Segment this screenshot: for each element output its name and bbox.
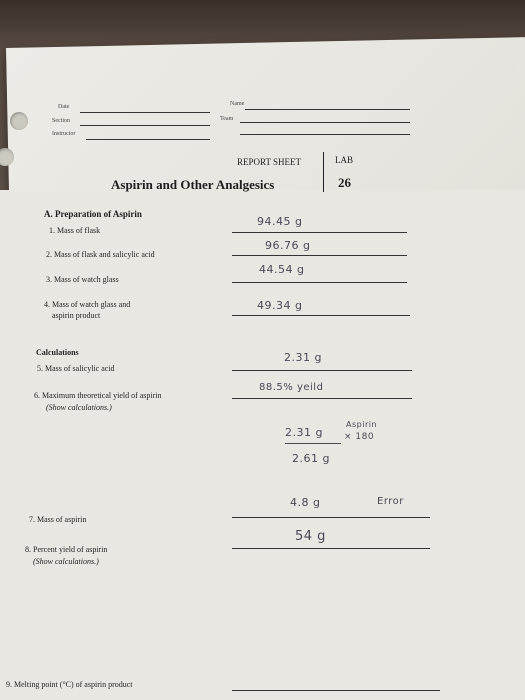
item5-answer: 2.31 g [284, 351, 322, 364]
instructor-line [86, 139, 210, 140]
calculations-heading: Calculations [36, 348, 79, 357]
date-label: Date [58, 104, 70, 110]
item7-line [232, 517, 430, 518]
item3-answer: 44.54 g [259, 263, 305, 276]
team-line [240, 122, 410, 123]
item5-line [232, 370, 412, 371]
item3-line [232, 282, 407, 283]
report-title: Aspirin and Other Analgesics [111, 177, 275, 192]
item6-work-fraction-bar [285, 443, 341, 444]
item2-line [232, 255, 407, 256]
title-divider [323, 152, 324, 192]
binder-hole-top [10, 112, 28, 130]
lab-label: LAB [335, 155, 353, 165]
item6-work-multiplier: × 180 [344, 432, 375, 442]
item6-sub: (Show calculations.) [46, 403, 112, 412]
item6-work-mass: 2.31 g [285, 426, 323, 439]
section-a-heading: A. Preparation of Aspirin [44, 209, 142, 219]
section-line [80, 125, 210, 126]
team-label: Team [220, 116, 234, 122]
item2-label: 2. Mass of flask and salicylic acid [46, 250, 155, 259]
item5-label: 5. Mass of salicylic acid [37, 364, 115, 373]
item6-line [232, 398, 412, 399]
item7-answer: 4.8 g [290, 496, 321, 509]
item6-work-aspirin: Aspirin [346, 420, 378, 429]
lab-number: 26 [338, 175, 351, 190]
item6-label: 6. Maximum theoretical yield of aspirin [34, 391, 162, 400]
item4-label: 4. Mass of watch glass and [44, 300, 131, 309]
name-line [245, 109, 410, 110]
section-label: Section [52, 118, 70, 124]
item7-note: Error [377, 496, 404, 507]
instructor-label: Instructor [52, 131, 76, 137]
item8-answer: 54 g [295, 529, 326, 544]
date-line [80, 112, 210, 113]
item8-label: 8. Percent yield of aspirin [25, 545, 108, 554]
item9-line [232, 690, 440, 691]
corner-letter-1: c [506, 40, 513, 53]
item1-label: 1. Mass of flask [49, 226, 101, 235]
name-label: Name [230, 101, 245, 107]
item8-line [232, 548, 430, 549]
report-sheet-label: REPORT SHEET [237, 157, 302, 167]
corner-letter-2: c [510, 62, 517, 75]
item4-line [232, 315, 410, 316]
item1-line [232, 232, 407, 233]
item8-sub: (Show calculations.) [33, 557, 99, 566]
item2-answer: 96.76 g [265, 239, 311, 252]
item3-label: 3. Mass of watch glass [46, 275, 119, 284]
item6-answer: 88.5% yeild [259, 382, 324, 393]
item6-work-result: 2.61 g [292, 452, 330, 465]
item1-answer: 94.45 g [257, 215, 303, 228]
item9-label: 9. Melting point (°C) of aspirin product [6, 680, 133, 689]
item7-label: 7. Mass of aspirin [29, 515, 87, 524]
item4-label-2: aspirin product [52, 311, 101, 320]
instructor-line-right [240, 134, 410, 135]
item4-answer: 49.34 g [257, 299, 303, 312]
